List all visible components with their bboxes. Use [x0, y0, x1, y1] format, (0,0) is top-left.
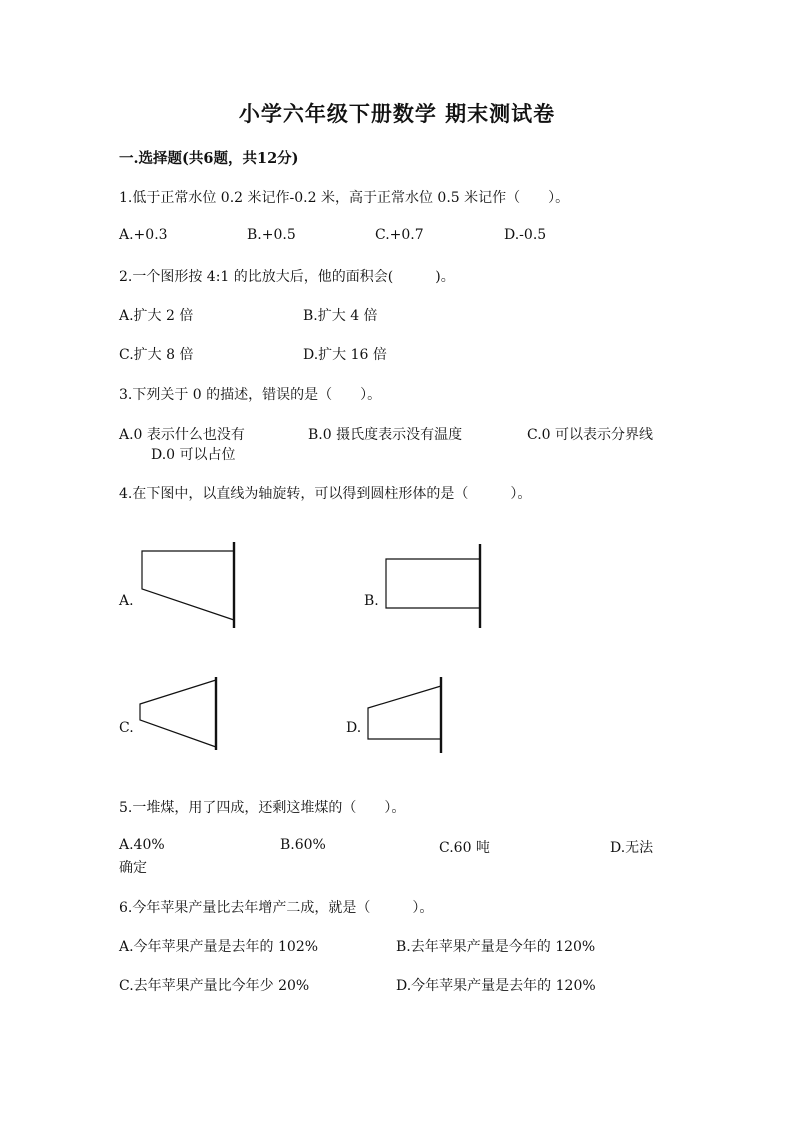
question-2-option-a: A.扩大 2 倍 — [119, 308, 194, 324]
figure-c-trapezoid — [140, 677, 216, 750]
question-4-option-b-label: B. — [364, 593, 379, 609]
figure-b-rectangle — [386, 544, 480, 628]
question-5-option-a: A.40% — [119, 837, 165, 853]
question-4-option-c-label: C. — [119, 720, 134, 736]
question-5-text: 5.一堆煤，用了四成，还剩这堆煤的（ ）。 — [119, 800, 406, 816]
question-5-option-c: C.60 吨 — [439, 840, 490, 856]
question-6-option-d: D.今年苹果产量是去年的 120% — [396, 978, 596, 994]
question-2-option-b: B.扩大 4 倍 — [303, 308, 378, 324]
question-2-text: 2.一个图形按 4:1 的比放大后，他的面积会( )。 — [119, 269, 455, 285]
question-4-text: 4.在下图中，以直线为轴旋转，可以得到圆柱形体的是（ ）。 — [119, 486, 532, 502]
question-5-option-b: B.60% — [280, 837, 326, 853]
figure-a-trapezoid — [142, 542, 234, 628]
page-title: 小学六年级下册数学 期末测试卷 — [238, 101, 556, 126]
question-4-option-a-label: A. — [119, 593, 134, 609]
question-3-text: 3.下列关于 0 的描述，错误的是（ ）。 — [119, 387, 382, 403]
question-2-option-d: D.扩大 16 倍 — [303, 347, 387, 363]
question-1-option-b: B.+0.5 — [247, 227, 296, 243]
question-3-option-b: B.0 摄氏度表示没有温度 — [308, 427, 463, 443]
question-5-option-d-continued: 确定 — [119, 860, 147, 876]
question-3-option-c: C.0 可以表示分界线 — [527, 427, 654, 443]
section-heading: 一.选择题(共6题，共12分) — [119, 150, 299, 167]
question-6-option-b: B.去年苹果产量是今年的 120% — [396, 939, 596, 955]
question-6-option-c: C.去年苹果产量比今年少 20% — [119, 978, 310, 994]
question-1-text: 1.低于正常水位 0.2 米记作-0.2 米，高于正常水位 0.5 米记作（ ）。 — [119, 190, 570, 206]
figure-d-trapezoid — [368, 677, 441, 753]
question-1-option-d: D.-0.5 — [504, 227, 547, 243]
question-3-option-a: A.0 表示什么也没有 — [119, 427, 245, 443]
question-6-text: 6.今年苹果产量比去年增产二成，就是（ ）。 — [119, 900, 434, 916]
question-2-option-c: C.扩大 8 倍 — [119, 347, 194, 363]
question-4-option-d-label: D. — [346, 720, 362, 736]
question-1-option-a: A.+0.3 — [119, 227, 168, 243]
question-1-option-c: C.+0.7 — [375, 227, 424, 243]
question-6-option-a: A.今年苹果产量是去年的 102% — [119, 939, 319, 955]
question-3-option-d: D.0 可以占位 — [151, 447, 236, 463]
question-5-option-d: D.无法 — [610, 840, 654, 856]
